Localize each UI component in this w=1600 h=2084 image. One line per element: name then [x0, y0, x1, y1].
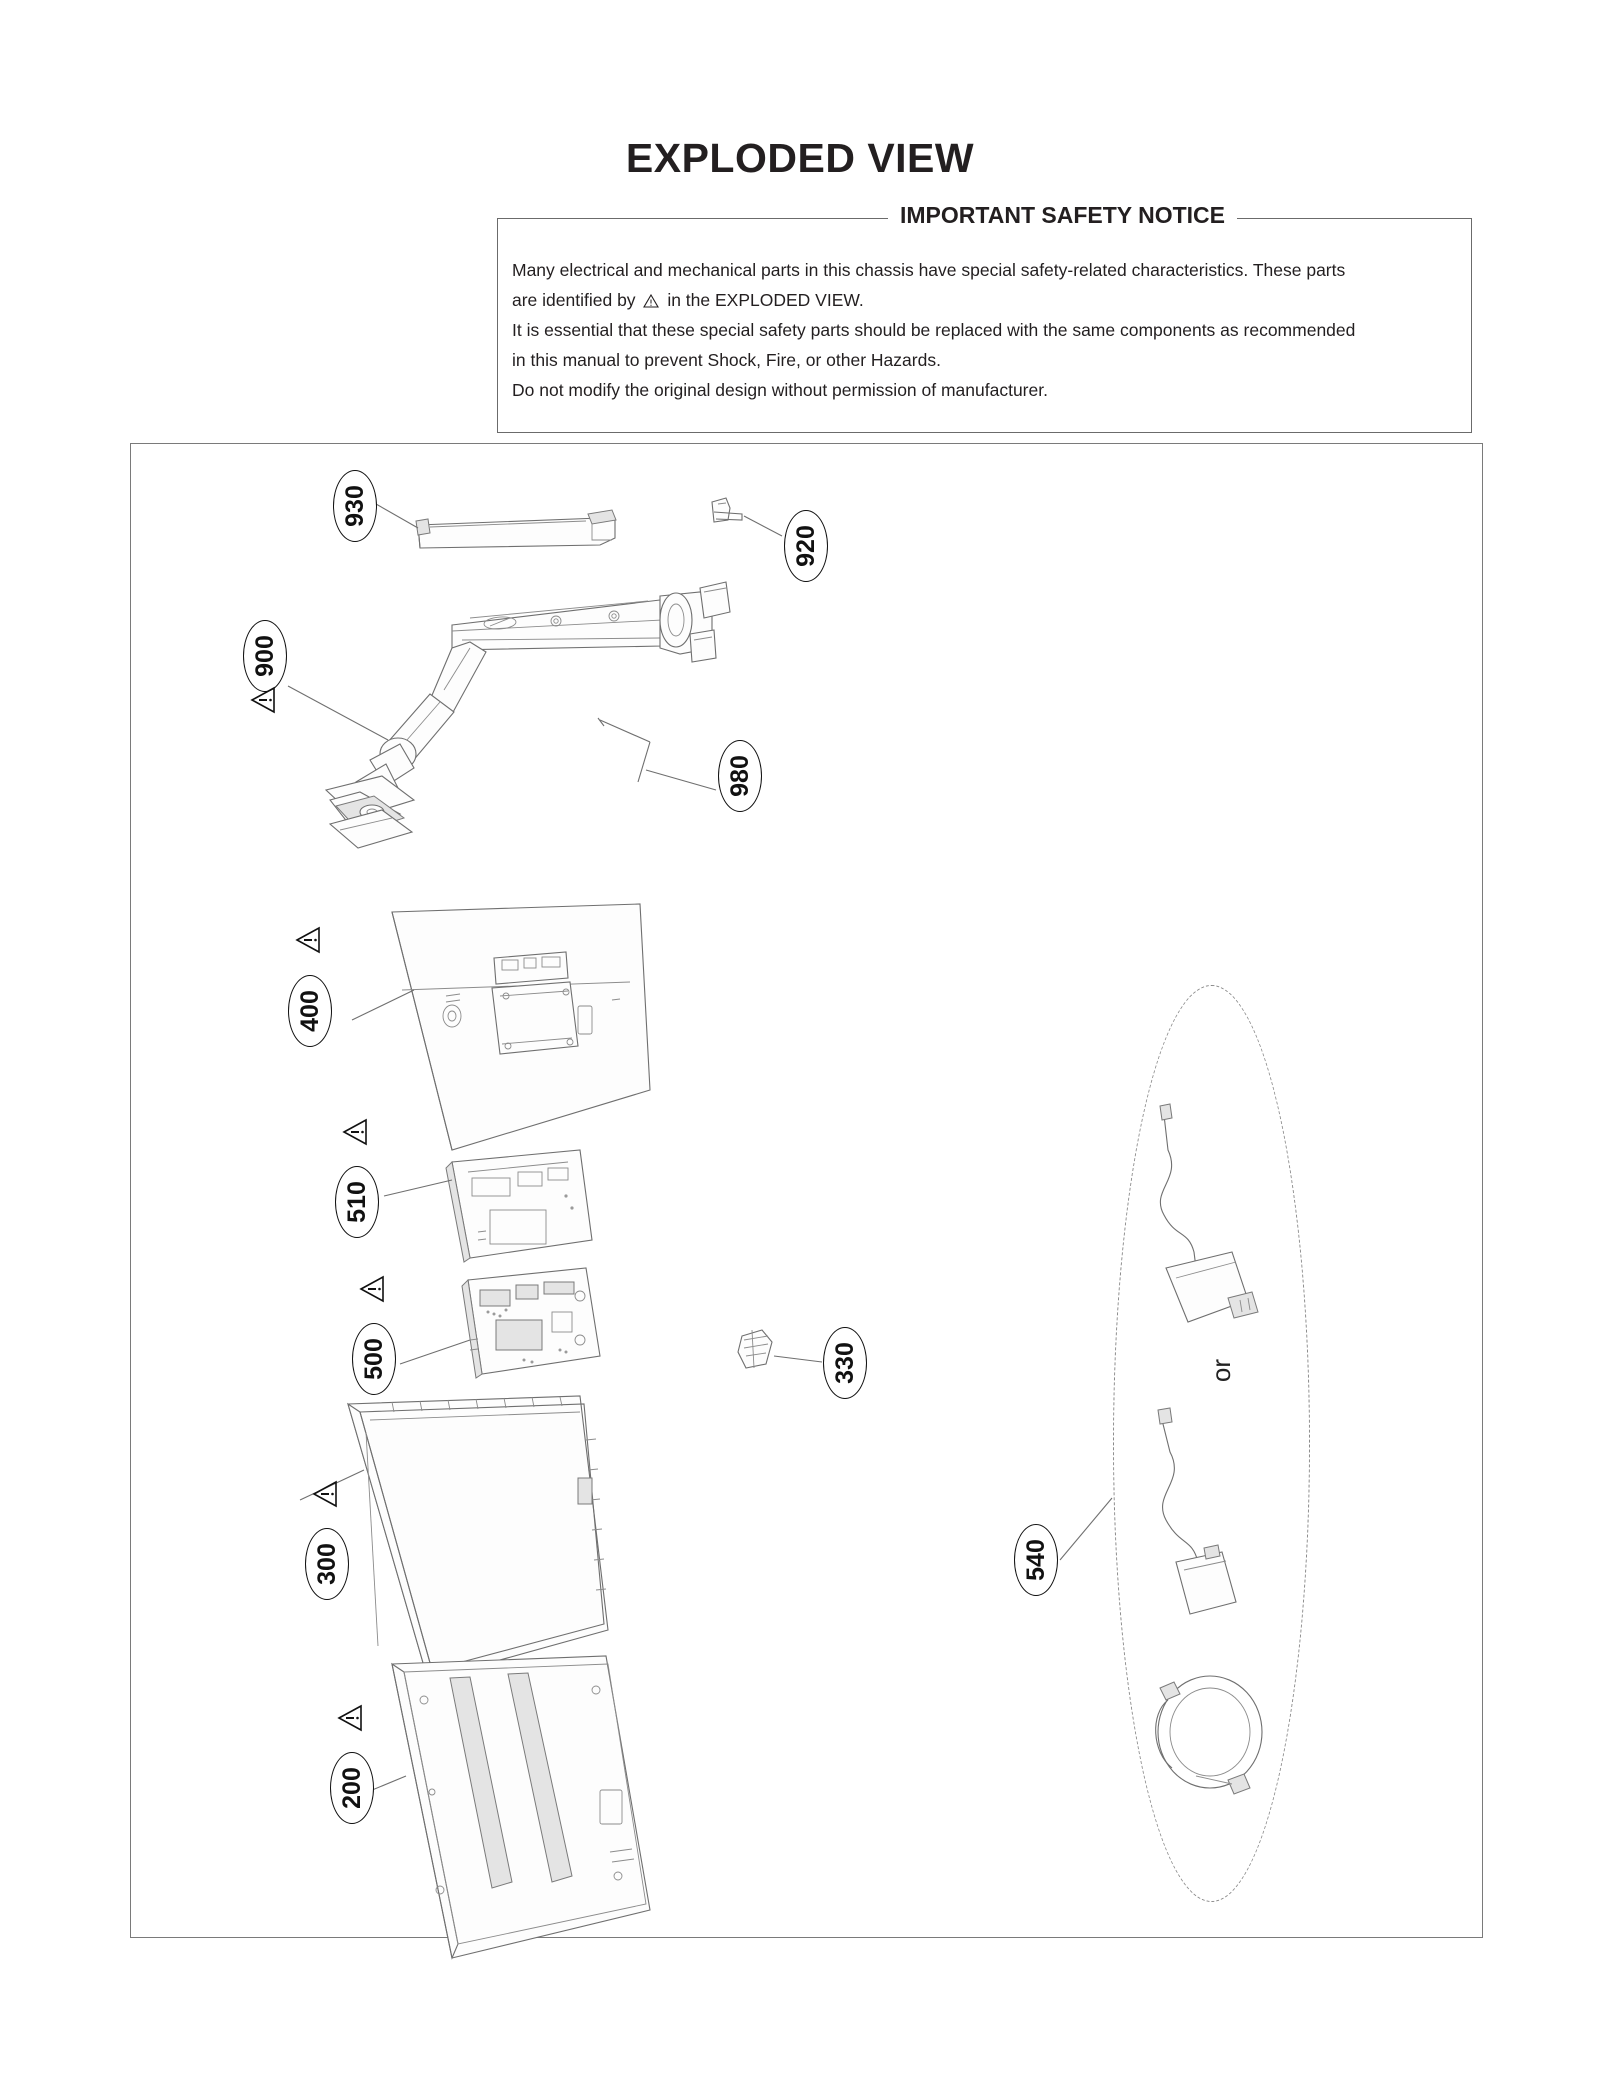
callout-200-label: 200: [337, 1767, 366, 1809]
or-label: or: [1206, 1358, 1237, 1383]
part-330-connector: [738, 1330, 772, 1368]
warning-triangle-icon-900: [248, 686, 278, 714]
callout-920-label: 920: [791, 525, 820, 567]
callout-930-label: 930: [340, 485, 369, 527]
part-980-allen-key: [598, 718, 650, 782]
callout-500[interactable]: [352, 1323, 396, 1395]
safety-notice-legend-text: IMPORTANT SAFETY NOTICE: [888, 202, 1237, 228]
warning-triangle-icon-500: [357, 1275, 387, 1303]
part-510-sub-board: [446, 1150, 592, 1262]
callout-300[interactable]: [305, 1528, 349, 1600]
part-300-lcd-panel: [348, 1396, 608, 1680]
callout-980[interactable]: [718, 740, 762, 812]
part-900-monitor-arm: [326, 582, 730, 848]
part-930-rail: [416, 510, 616, 548]
callout-330-label: 330: [830, 1342, 859, 1384]
callout-200[interactable]: [330, 1752, 374, 1824]
callout-920[interactable]: [784, 510, 828, 582]
part-500-main-board: [462, 1268, 600, 1378]
callout-900[interactable]: [243, 620, 287, 692]
callout-930[interactable]: [333, 470, 377, 542]
callout-510-label: 510: [342, 1181, 371, 1223]
safety-line-1b-pre: are identified by: [512, 290, 636, 310]
callout-330[interactable]: [823, 1327, 867, 1399]
safety-line-3: in this manual to prevent Shock, Fire, or other Hazards.: [512, 350, 941, 370]
callout-300-label: 300: [312, 1543, 341, 1585]
callout-400-label: 400: [295, 990, 324, 1032]
safety-line-4: Do not modify the original design without permission of manufacturer.: [512, 380, 1048, 400]
power-adapter-option-group: [1113, 985, 1310, 1902]
callout-500-label: 500: [359, 1338, 388, 1380]
warning-triangle-icon-510: [340, 1118, 370, 1146]
page-title: EXPLODED VIEW: [625, 135, 975, 181]
part-200-chassis: [392, 1656, 650, 1958]
safety-line-1b-post: in the EXPLODED VIEW.: [667, 290, 864, 310]
warning-triangle-icon-200: [335, 1704, 365, 1732]
callout-900-label: 900: [250, 635, 279, 677]
part-920-screw: [712, 498, 742, 522]
callout-510[interactable]: [335, 1166, 379, 1238]
callout-540[interactable]: [1014, 1524, 1058, 1596]
callout-980-label: 980: [725, 755, 754, 797]
safety-line-2: It is essential that these special safety parts should be replaced with the same components as recommended: [512, 320, 1356, 340]
callout-540-label: 540: [1021, 1539, 1050, 1581]
callout-400[interactable]: [288, 975, 332, 1047]
safety-line-1a: Many electrical and mechanical parts in this chassis have special safety-related characteristics. These parts: [512, 260, 1346, 280]
warning-triangle-icon-400: [293, 926, 323, 954]
warning-triangle-icon-300: [310, 1480, 340, 1508]
part-400-rear-cover: [392, 904, 650, 1150]
